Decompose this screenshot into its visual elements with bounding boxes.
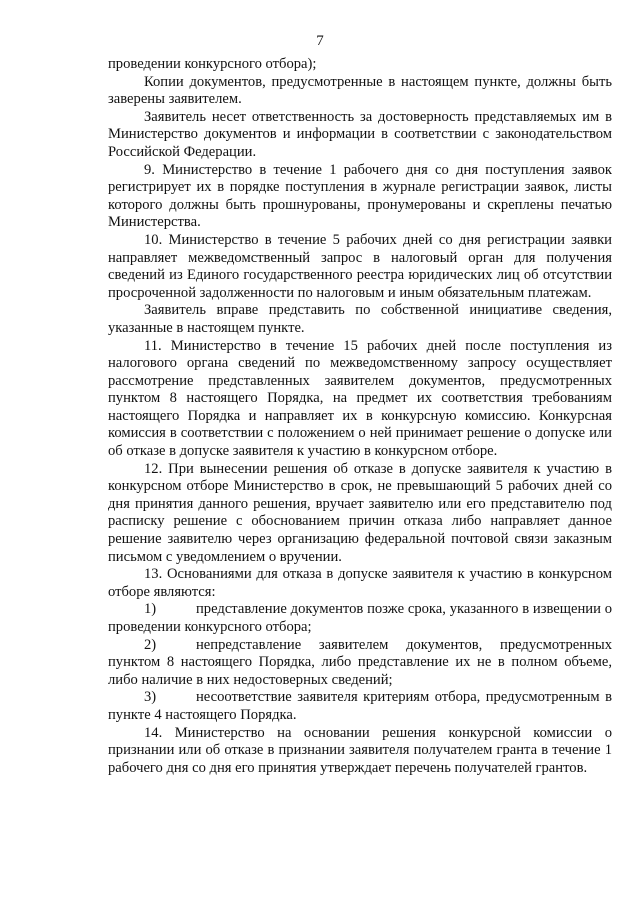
paragraph-copies: Копии документов, предусмотренные в настоящем пункте, должны быть заверены заявителем.	[108, 73, 612, 108]
paragraph-13: 13. Основаниями для отказа в допуске заявителя к участию в конкурсном отборе являются:	[108, 566, 612, 600]
paragraph-11: 11. Министерство в течение 15 рабочих дней после поступления из налогового органа сведений по межведомственному запросу осуществляет рассмотрение представленных заявителем документов, предусмотренных пунктом 8 настоящего Порядка, на предмет их соответствия требованиям настоящего Порядка и направляет их в конкурсную комиссию. Конкурсная комиссия в соответствии с положением о ней принимает решение о допуске или об отказе в допуске заявителя к участию в конкурсном отборе.	[108, 337, 612, 460]
page-number: 7	[316, 33, 324, 49]
paragraph-14: 14. Министерство на основании решения конкурсной комиссии о признании или об отказе в признании заявителя получателем гранта в течение 1 рабочего дня со дня его принятия утверждает перечень получателей грантов.	[108, 724, 612, 776]
list-item-text: представление документов позже срока, указанного в извещении о проведении конкурсного отбора;	[108, 601, 612, 635]
list-item-text: несоответствие заявителя критериям отбора, предусмотренным в пункте 4 настоящего Порядка.	[108, 689, 612, 723]
list-marker: 3)	[144, 689, 157, 706]
list-item-text: непредставление заявителем документов, предусмотренных пунктом 8 настоящего Порядка, либо представление их не в полном объеме, либо наличие в них недостоверных сведений;	[108, 636, 612, 688]
list-item	[108, 601, 612, 636]
document-body	[108, 56, 612, 777]
paragraph-10: 10. Министерство в течение 5 рабочих дней со дня регистрации заявки направляет межведомственный запрос в налоговый орган для получения сведений из Единого государственного реестра юридических лиц об отсутствии просроченной задолженности по налоговым и иным обязательным платежам.	[108, 231, 612, 301]
list-item	[108, 689, 612, 724]
refusal-grounds-list	[108, 601, 612, 724]
list-marker: 1)	[144, 601, 157, 618]
paragraph-12: 12. При вынесении решения об отказе в допуске заявителя к участию в конкурсном отборе Министерство в срок, не превышающий 5 рабочих дней со дня принятия данного решения, вручает заявителю или его представителю под расписку решение с обоснованием причин отказа либо направляет данное решение заявителю через организацию федеральной почтовой связи заказным письмом с уведомлением о вручении.	[108, 460, 612, 565]
paragraph-continuation: проведении конкурсного отбора);	[108, 56, 317, 72]
paragraph-9: 9. Министерство в течение 1 рабочего дня со дня поступления заявок регистрирует их в порядке поступления в журнале регистрации заявок, листы которого должны быть прошнурованы, пронумерованы и скреплены печатью Министерства.	[108, 161, 612, 231]
paragraph-own-initiative: Заявитель вправе представить по собственной инициативе сведения, указанные в настоящем пункте.	[108, 302, 612, 336]
list-marker: 2)	[144, 636, 157, 653]
paragraph-responsibility: Заявитель несет ответственность за достоверность представляемых им в Министерство документов и информации в соответствии с законодательством Российской Федерации.	[108, 108, 612, 160]
list-item	[108, 637, 612, 690]
